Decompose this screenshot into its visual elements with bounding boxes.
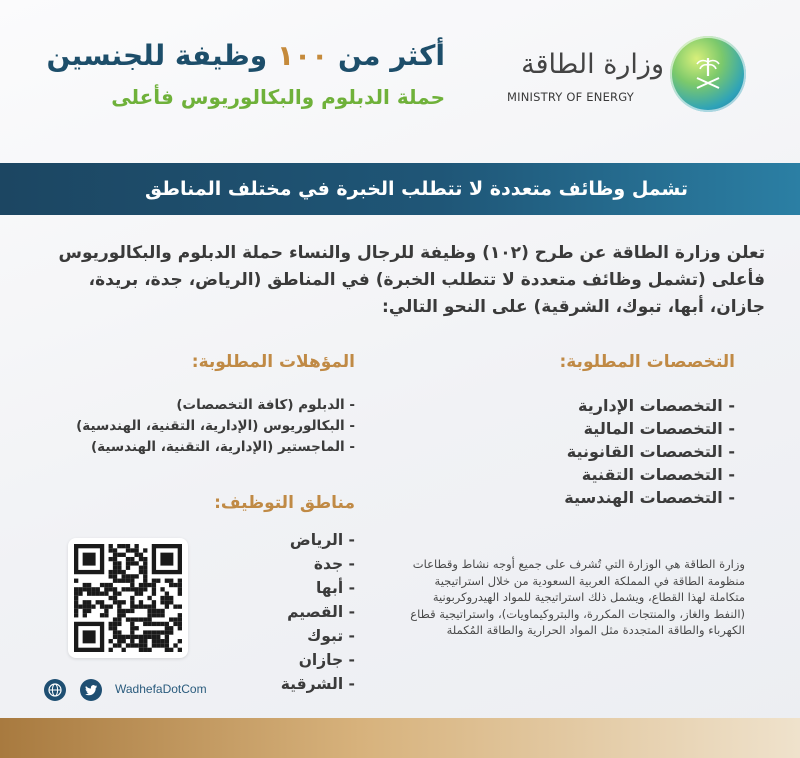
page-subtitle: حملة الدبلوم والبكالوريوس فأعلى (111, 85, 445, 109)
list-item: - التخصصات القانونية (566, 442, 735, 461)
ministry-name-arabic: وزارة الطاقة (521, 49, 664, 80)
specializations-title: التخصصات المطلوبة: (559, 352, 735, 372)
specializations-list (470, 394, 735, 509)
list-item: - البكالوريوس (الإدارية، التقنية، الهندسية) (76, 418, 355, 434)
ministry-name-english: MINISTRY OF ENERGY (507, 90, 634, 104)
qualifications-title: المؤهلات المطلوبة: (191, 352, 355, 372)
list-item: - التخصصات الهندسية (564, 488, 735, 507)
intro-paragraph: تعلن وزارة الطاقة عن طرح (١٠٢) وظيفة للرجال والنساء حملة الدبلوم والبكالوريوس فأعلى (تشمل وظائف متعددة لا تتطلب الخبرة) في المناطق (الرياض، جدة، بريدة، جازان، أبها، تبوك، الشرقية) على النحو التالي: (58, 243, 765, 317)
list-item: - الدبلوم (كافة التخصصات) (176, 397, 355, 413)
regions-title: مناطق التوظيف: (214, 493, 355, 513)
ministry-emblem-logo (670, 36, 746, 112)
social-handle[interactable]: WadhefaDotCom (115, 682, 207, 696)
highlight-banner (0, 163, 800, 215)
list-item: - الشرقية (280, 675, 355, 693)
list-item: - تبوك (307, 627, 355, 645)
headline-prefix: أكثر من (337, 39, 445, 72)
list-item: - الماجستير (الإدارية، التقنية، الهندسية) (91, 439, 355, 455)
palm-swords-icon (693, 56, 723, 92)
list-item: - جدة (313, 555, 355, 573)
list-item: - أبها (315, 579, 355, 597)
headline-number: ١٠٠ (276, 39, 329, 72)
list-item: - القصيم (287, 603, 355, 621)
list-item: - جازان (298, 651, 355, 669)
ministry-description: وزارة الطاقة هي الوزارة التي تُشرف على جميع أوجه نشاط وقطاعات منظومة الطاقة في المملكة العربية السعودية من خلال استراتيجية متكاملة لهذا القطاع، ويشمل ذلك استراتيجية للمواد الهيدروكربونية (النفط والغاز، والمنتجات المكررة، والبتروكيماويات)، واستراتيجية قطاع الكهرباء والطاقة المتجددة مثل المواد الحرارية والطاقة المُكملة (410, 557, 745, 637)
bottom-decorative-strip (0, 718, 800, 758)
regions-list (220, 528, 355, 696)
qualifications-list (30, 395, 355, 458)
page-title (30, 38, 445, 74)
qr-code-icon (74, 544, 182, 652)
list-item: - التخصصات المالية (583, 419, 735, 438)
qr-code[interactable] (68, 538, 188, 658)
list-item: - التخصصات الإدارية (578, 396, 735, 415)
globe-icon[interactable] (44, 679, 66, 701)
twitter-icon[interactable] (80, 679, 102, 701)
list-item: - الرياض (289, 531, 355, 549)
list-item: - التخصصات التقنية (581, 465, 735, 484)
headline-suffix: وظيفة للجنسين (46, 39, 268, 72)
banner-text: تشمل وظائف متعددة لا تتطلب الخبرة في مختلف المناطق (145, 178, 688, 200)
